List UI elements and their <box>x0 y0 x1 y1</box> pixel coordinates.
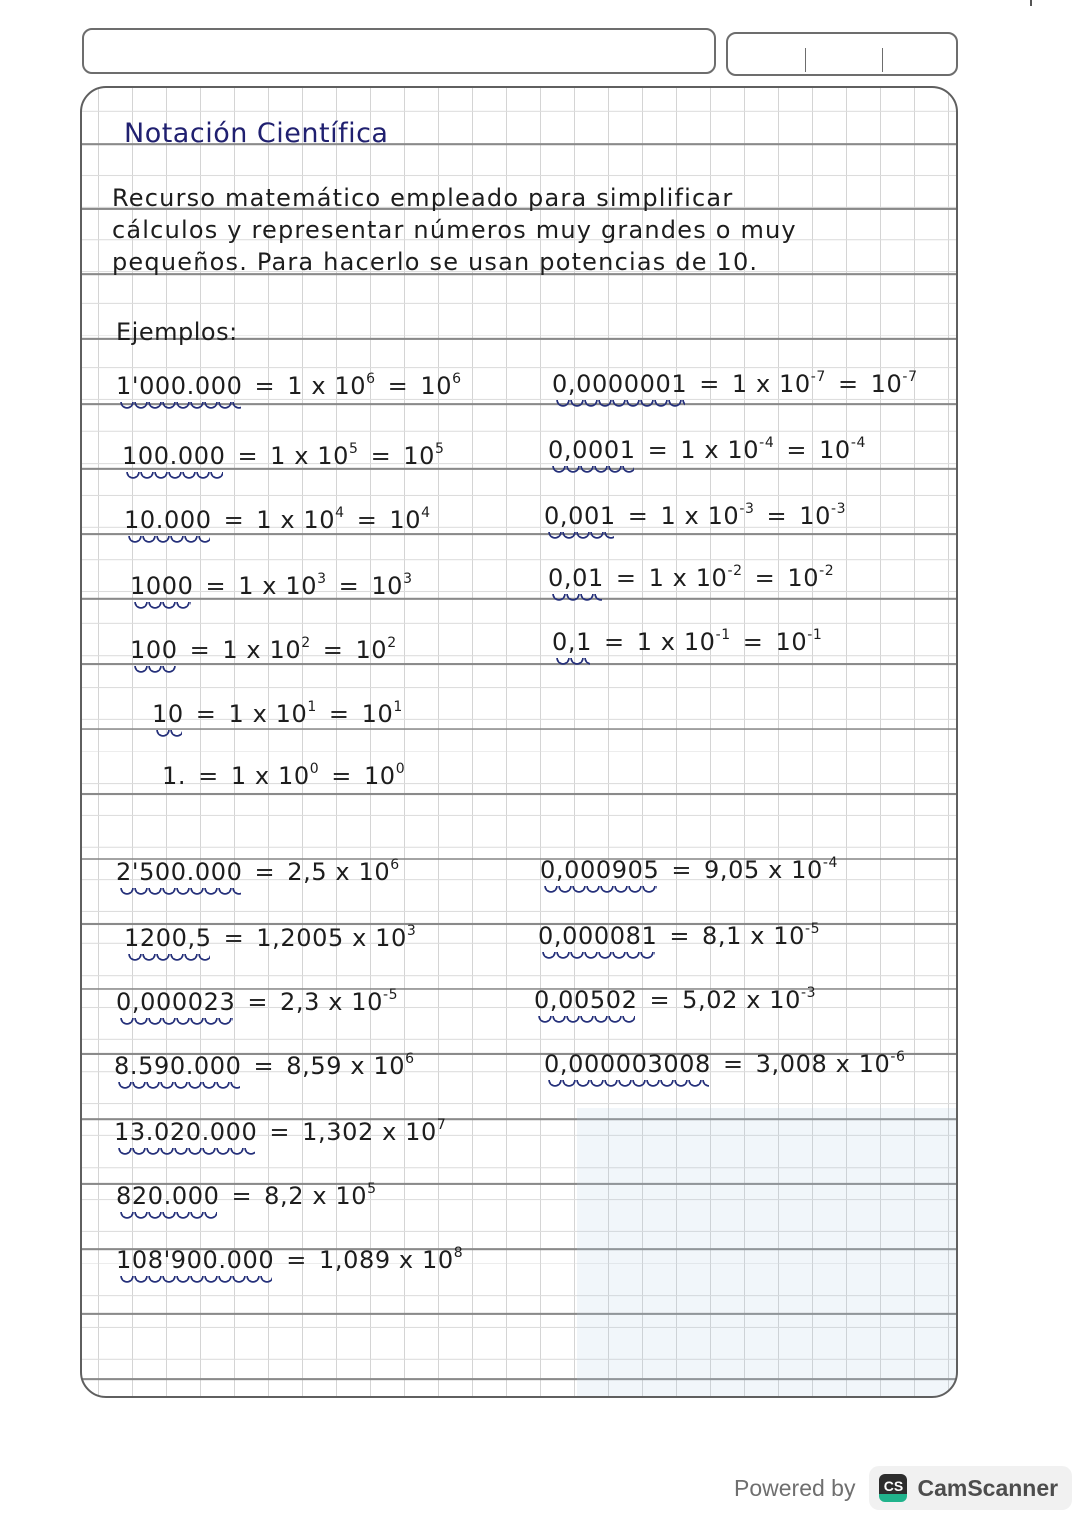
scientific-form: 1 x $10^6$ <box>287 371 376 400</box>
number: 0,000003008 <box>544 1050 711 1082</box>
example-row <box>162 762 405 794</box>
equals-sign: = <box>387 372 409 400</box>
date-divider <box>805 48 806 72</box>
example-row <box>124 506 431 538</box>
scientific-form: 2,3 x $10^{-5}$ <box>280 987 399 1016</box>
scientific-form: 1 x $10^{-1}$ <box>636 627 731 656</box>
power-form: $10^3$ <box>371 571 413 600</box>
power-form: $10^0$ <box>363 761 406 790</box>
conversion-row <box>116 858 400 890</box>
number: 13.020.000 <box>114 1118 257 1150</box>
number: 100.000 <box>122 442 225 474</box>
number: 0,1 <box>552 628 592 660</box>
scientific-form: 1 x $10^5$ <box>270 441 359 470</box>
equals-sign: = <box>322 636 344 664</box>
number: 1000 <box>130 572 193 604</box>
page-title: Notación Científica <box>124 118 389 149</box>
equals-sign: = <box>205 572 227 600</box>
equals-sign: = <box>603 628 625 656</box>
example-row <box>544 502 846 534</box>
power-form: $10^{-2}$ <box>787 563 835 592</box>
equals-sign: = <box>195 700 217 728</box>
scientific-form: 1 x $10^{-2}$ <box>648 563 743 592</box>
date-divider <box>882 48 883 72</box>
equals-sign: = <box>223 506 245 534</box>
scientific-form: 3,008 x $10^{-6}$ <box>755 1049 906 1078</box>
equals-sign: = <box>237 442 259 470</box>
conversion-row <box>116 988 398 1020</box>
scientific-form: 1 x $10^{-7}$ <box>731 369 826 398</box>
power-form: $10^{-7}$ <box>870 369 918 398</box>
example-row <box>130 636 397 668</box>
equals-sign: = <box>356 506 378 534</box>
definition-line-3: pequeños. Para hacerlo se usan potencias de 10. <box>112 248 759 276</box>
equals-sign: = <box>253 1052 275 1080</box>
example-row <box>552 628 822 660</box>
equals-sign: = <box>198 762 219 790</box>
scientific-form: 1 x $10^{-4}$ <box>680 435 775 464</box>
conversion-row <box>124 924 416 956</box>
number: 820.000 <box>116 1182 219 1214</box>
number: 0,000905 <box>540 856 659 888</box>
equals-sign: = <box>223 924 245 952</box>
number: 0,001 <box>544 502 616 534</box>
scientific-form: 1 x $10^0$ <box>230 761 320 790</box>
equals-sign: = <box>189 636 211 664</box>
scientific-form: 1,2005 x $10^3$ <box>256 923 417 952</box>
equals-sign: = <box>254 372 276 400</box>
scientific-form: 1 x $10^3$ <box>238 571 327 600</box>
equals-sign: = <box>254 858 276 886</box>
definition-line-2: cálculos y representar números muy grandes o muy <box>112 216 797 244</box>
equals-sign: = <box>766 502 788 530</box>
number: 0,000081 <box>538 922 657 954</box>
number: 10.000 <box>124 506 212 538</box>
conversion-row <box>116 1182 377 1214</box>
header-title-box <box>82 28 716 74</box>
equals-sign: = <box>786 436 808 464</box>
conversion-row <box>116 1246 463 1278</box>
camscanner-watermark <box>734 1466 1072 1510</box>
scientific-form: 8,2 x $10^5$ <box>264 1181 377 1210</box>
equals-sign: = <box>671 856 693 884</box>
equals-sign: = <box>722 1050 744 1078</box>
number: 108'900.000 <box>116 1246 274 1278</box>
number: 100 <box>130 636 178 668</box>
scientific-form: 8,1 x $10^{-5}$ <box>702 921 821 950</box>
number: 0,0000001 <box>552 370 687 402</box>
equals-sign: = <box>247 988 269 1016</box>
equals-sign: = <box>649 986 671 1014</box>
number: 10 <box>152 700 184 732</box>
power-form: $10^{-1}$ <box>775 627 823 656</box>
power-form: $10^2$ <box>355 635 397 664</box>
camscanner-brand: CamScanner <box>917 1474 1059 1501</box>
equals-sign: = <box>754 564 776 592</box>
power-form: $10^6$ <box>420 371 462 400</box>
equals-sign: = <box>231 1182 253 1210</box>
equals-sign: = <box>669 922 691 950</box>
conversion-row <box>540 856 838 888</box>
conversion-row <box>114 1118 446 1150</box>
scan-corner-mark <box>1030 0 1032 6</box>
scientific-form: 1 x $10^4$ <box>256 505 345 534</box>
scientific-form: 9,05 x $10^{-4}$ <box>704 855 839 884</box>
examples-label: Ejemplos: <box>116 318 238 346</box>
power-form: $10^1$ <box>361 699 403 728</box>
example-row <box>548 564 834 596</box>
powered-by-label: Powered by <box>734 1474 856 1501</box>
equals-sign: = <box>699 370 720 398</box>
example-row <box>122 442 445 474</box>
equals-sign: = <box>647 436 669 464</box>
number: 1. <box>162 762 187 790</box>
example-row <box>116 372 462 404</box>
number: 1'000.000 <box>116 372 243 404</box>
conversion-row <box>114 1052 415 1084</box>
conversion-row <box>538 922 820 954</box>
camscanner-logo-icon: CS <box>879 1474 907 1502</box>
equals-sign: = <box>742 628 764 656</box>
example-row <box>152 700 403 732</box>
number: 0,01 <box>548 564 604 596</box>
scientific-form: 2,5 x $10^6$ <box>287 857 400 886</box>
equals-sign: = <box>331 762 352 790</box>
scientific-form: 1,302 x $10^7$ <box>302 1117 447 1146</box>
equals-sign: = <box>837 370 859 398</box>
number: 8.590.000 <box>114 1052 242 1084</box>
example-row <box>548 436 866 468</box>
power-form: $10^{-4}$ <box>819 435 866 464</box>
number: 0,0001 <box>548 436 636 468</box>
equals-sign: = <box>286 1246 307 1274</box>
scientific-form: 8,59 x $10^6$ <box>286 1051 415 1080</box>
scientific-form: 1 x $10^1$ <box>228 699 317 728</box>
equals-sign: = <box>269 1118 291 1146</box>
conversion-row <box>534 986 816 1018</box>
conversion-row <box>544 1050 906 1082</box>
power-form: $10^4$ <box>389 505 431 534</box>
equals-sign: = <box>328 700 350 728</box>
number: 0,00502 <box>534 986 637 1018</box>
scientific-form: 5,02 x $10^{-3}$ <box>682 985 817 1014</box>
scientific-form: 1 x $10^2$ <box>222 635 311 664</box>
scientific-form: 1 x $10^{-3}$ <box>660 501 755 530</box>
number: 1200,5 <box>124 924 212 956</box>
equals-sign: = <box>370 442 392 470</box>
number: 0,000023 <box>116 988 235 1020</box>
definition-line-1: Recurso matemático empleado para simplificar <box>112 184 734 212</box>
camscanner-badge <box>869 1466 1072 1510</box>
equals-sign: = <box>338 572 360 600</box>
example-row <box>552 370 918 402</box>
power-form: $10^5$ <box>403 441 445 470</box>
scientific-form: 1,089 x $10^8$ <box>318 1245 464 1274</box>
header-date-box <box>726 32 958 76</box>
equals-sign: = <box>627 502 649 530</box>
equals-sign: = <box>615 564 637 592</box>
power-form: $10^{-3}$ <box>799 501 847 530</box>
number: 2'500.000 <box>116 858 243 890</box>
scan-shadow <box>577 1108 957 1398</box>
example-row <box>130 572 413 604</box>
